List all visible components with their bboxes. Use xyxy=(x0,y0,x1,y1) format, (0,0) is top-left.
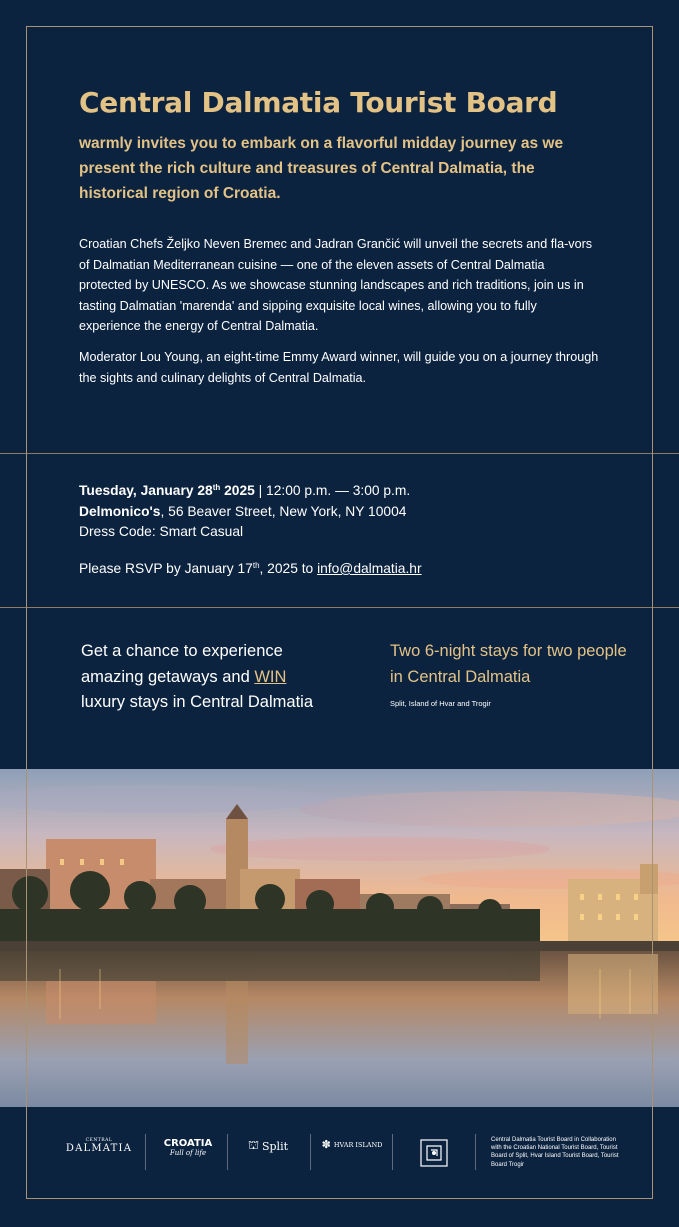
logo-divider xyxy=(475,1134,476,1170)
rsvp-line: Please RSVP by January 17th, 2025 to info@dalmatia.hr xyxy=(79,561,422,576)
central-dalmatia-logo: CENTRAL DALMATIA xyxy=(65,1138,133,1154)
promo-headline: Get a chance to experience amazing getaways and WIN luxury stays in Central Dalmatia xyxy=(81,642,313,711)
invitation-subtitle: warmly invites you to embark on a flavorful midday journey as we present the rich culture and treasures of Central Dalmatia, the historical region of Croatia. xyxy=(79,135,564,202)
prize-title: Two 6-night stays for two people in Central Dalmatia xyxy=(390,642,627,686)
intro-paragraph: Croatian Chefs Željko Neven Bremec and Jadran Grančić will unveil the secrets and fla-vors of Dalmatian Mediterranean cuisine — one of the eleven assets of Central Dalmatia protected by UNESCO. As we showcase stunning landscapes and rich traditions, join us in tasting Dalmatian 'marenda' and sipping exquisite local wines, allowing you to fully experience the energy of Central Dalmatia. xyxy=(79,237,593,334)
rsvp-email-link[interactable]: info@dalmatia.hr xyxy=(317,561,422,576)
event-details xyxy=(79,478,619,543)
venue-name: Delmonico's xyxy=(79,503,161,519)
croatia-logo: CROATIA Full of life xyxy=(163,1138,213,1157)
event-date: Tuesday, January 28th 2025 xyxy=(79,483,255,498)
moderator-paragraph: Moderator Lou Young, an eight-time Emmy Award winner, will guide you on a journey through the sights and culinary delights of Central Dalmatia. xyxy=(79,350,599,385)
logo-divider xyxy=(145,1134,146,1170)
dress-code: Dress Code: Smart Casual xyxy=(79,524,244,539)
prize-locations: Split, Island of Hvar and Trogir xyxy=(390,699,491,708)
logo-divider xyxy=(227,1134,228,1170)
divider-line xyxy=(0,453,679,454)
lavender-flower-icon: ✽ xyxy=(321,1138,331,1151)
page-title: Central Dalmatia Tourist Board xyxy=(79,86,558,119)
split-bell-icon: ⛫ xyxy=(247,1138,259,1152)
collaboration-credit: Central Dalmatia Tourist Board in Collaboration with the Croatian National Tourist Board, Tourist Board of Split, Hvar Island Tourist Board, Tourist Board Trogir xyxy=(491,1137,619,1168)
hvar-island-logo: ✽ HVAR ISLAND xyxy=(321,1138,383,1151)
logo-divider xyxy=(392,1134,393,1170)
event-date-row xyxy=(79,478,619,502)
trogir-logo-icon xyxy=(418,1138,450,1168)
divider-line xyxy=(0,607,679,608)
venue-address: , 56 Beaver Street, New York, NY 10004 xyxy=(160,503,407,519)
event-time: | 12:00 p.m. — 3:00 p.m. xyxy=(254,483,411,498)
logo-divider xyxy=(310,1134,311,1170)
event-venue-row xyxy=(79,502,619,523)
split-waterfront-photo xyxy=(0,769,679,1107)
split-logo: ⛫ Split xyxy=(247,1138,289,1153)
win-highlight: WIN xyxy=(254,667,287,686)
